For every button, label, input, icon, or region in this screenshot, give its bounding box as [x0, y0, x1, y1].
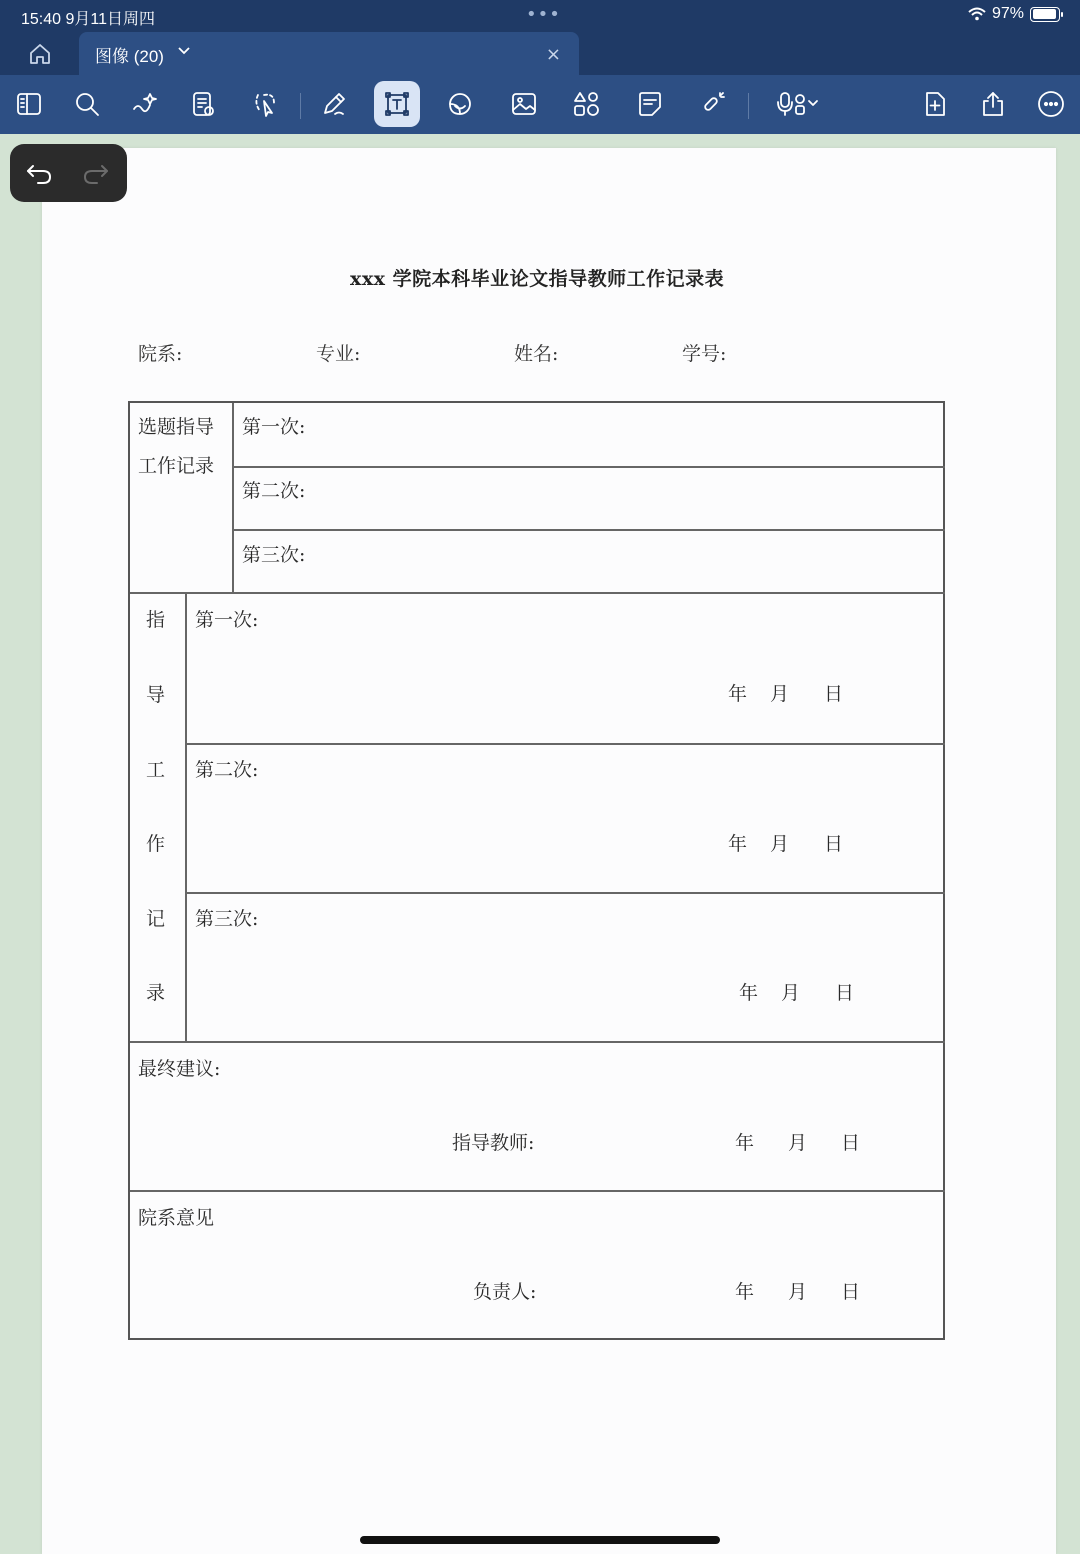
multitasking-dots[interactable]: •••: [526, 4, 561, 25]
table-line: [233, 466, 945, 468]
section2-row-2-label[interactable]: 第二次:: [195, 759, 259, 781]
close-tab-button[interactable]: ×: [545, 44, 561, 65]
add-page-icon[interactable]: [912, 81, 958, 127]
lasso-icon[interactable]: [242, 81, 288, 127]
top-bar: [0, 0, 1080, 75]
field-major: 专业:: [316, 343, 361, 365]
home-icon[interactable]: [24, 40, 56, 68]
battery-percent: 97%: [991, 5, 1024, 22]
undo-icon[interactable]: [24, 158, 54, 188]
section2-label-char: 指: [146, 609, 166, 631]
date-year: 年: [735, 1132, 755, 1154]
responsible-person-label: 负责人:: [473, 1281, 537, 1303]
document-title: xxx 学院本科毕业论文指导教师工作记录表: [350, 268, 725, 290]
text-recognition-icon[interactable]: [180, 81, 226, 127]
sidebar-icon[interactable]: [6, 81, 52, 127]
date-day: 日: [835, 982, 855, 1004]
textbox-icon[interactable]: [374, 81, 420, 127]
toolbar-separator: [748, 93, 749, 119]
home-indicator[interactable]: [360, 1536, 720, 1544]
magic-pen-icon[interactable]: [122, 81, 168, 127]
table-line: [130, 592, 945, 594]
date-month: 月: [770, 683, 790, 705]
field-student-id: 学号:: [682, 343, 727, 365]
section1-label-line2: 工作记录: [138, 455, 215, 477]
date-month: 月: [788, 1132, 808, 1154]
section1-row-2[interactable]: 第二次:: [242, 480, 306, 502]
table-line: [186, 743, 945, 745]
date-month: 月: [781, 982, 801, 1004]
share-icon[interactable]: [970, 81, 1016, 127]
date-year: 年: [728, 683, 748, 705]
table-line: [232, 403, 234, 593]
date-day: 日: [841, 1281, 861, 1303]
undo-redo-panel: [10, 144, 127, 202]
date-day: 日: [841, 1132, 861, 1154]
status-time: 15:40 9月11日周四: [21, 11, 155, 28]
date-year: 年: [739, 982, 759, 1004]
chevron-down-icon[interactable]: [178, 47, 190, 55]
document-tab[interactable]: [79, 32, 579, 75]
sticker-icon[interactable]: [437, 81, 483, 127]
section2-label-char: 录: [146, 982, 166, 1004]
table-line: [186, 892, 945, 894]
date-year: 年: [735, 1281, 755, 1303]
toolbar: [0, 75, 1080, 134]
section1-row-1[interactable]: 第一次:: [242, 416, 306, 438]
image-icon[interactable]: [501, 81, 547, 127]
redo-icon[interactable]: [81, 158, 111, 188]
more-icon[interactable]: [1028, 81, 1074, 127]
section1-label-line1: 选题指导: [138, 416, 215, 438]
table-line: [233, 529, 945, 531]
audio-record-icon[interactable]: [764, 81, 830, 127]
laser-icon[interactable]: [690, 81, 736, 127]
advisor-signature-label: 指导教师:: [452, 1132, 535, 1154]
dept-opinion-label[interactable]: 院系意见: [138, 1207, 215, 1229]
section2-label-char: 记: [146, 908, 166, 930]
toolbar-separator: [300, 93, 301, 119]
section2-row-1-label[interactable]: 第一次:: [195, 609, 259, 631]
section2-label-char: 工: [146, 759, 166, 781]
field-dept: 院系:: [138, 343, 183, 365]
date-day: 日: [824, 683, 844, 705]
date-month: 月: [770, 833, 790, 855]
section1-row-3[interactable]: 第三次:: [242, 544, 306, 566]
date-year: 年: [728, 833, 748, 855]
tab-title[interactable]: 图像 (20): [95, 47, 164, 66]
table-line: [130, 1041, 945, 1043]
shapes-icon[interactable]: [564, 81, 610, 127]
date-month: 月: [788, 1281, 808, 1303]
battery-icon: [1030, 7, 1060, 22]
date-day: 日: [824, 833, 844, 855]
field-name: 姓名:: [514, 343, 559, 365]
table-line: [185, 592, 187, 1042]
section2-label-char: 作: [146, 833, 166, 855]
wifi-icon: [968, 7, 986, 21]
section2-label-char: 导: [146, 684, 166, 706]
table-line: [130, 1190, 945, 1192]
search-icon[interactable]: [64, 81, 110, 127]
sticky-note-icon[interactable]: [627, 81, 673, 127]
pen-icon[interactable]: [311, 81, 357, 127]
final-suggestion-label[interactable]: 最终建议:: [138, 1058, 221, 1080]
section2-row-3-label[interactable]: 第三次:: [195, 908, 259, 930]
status-indicators: [968, 5, 1060, 23]
